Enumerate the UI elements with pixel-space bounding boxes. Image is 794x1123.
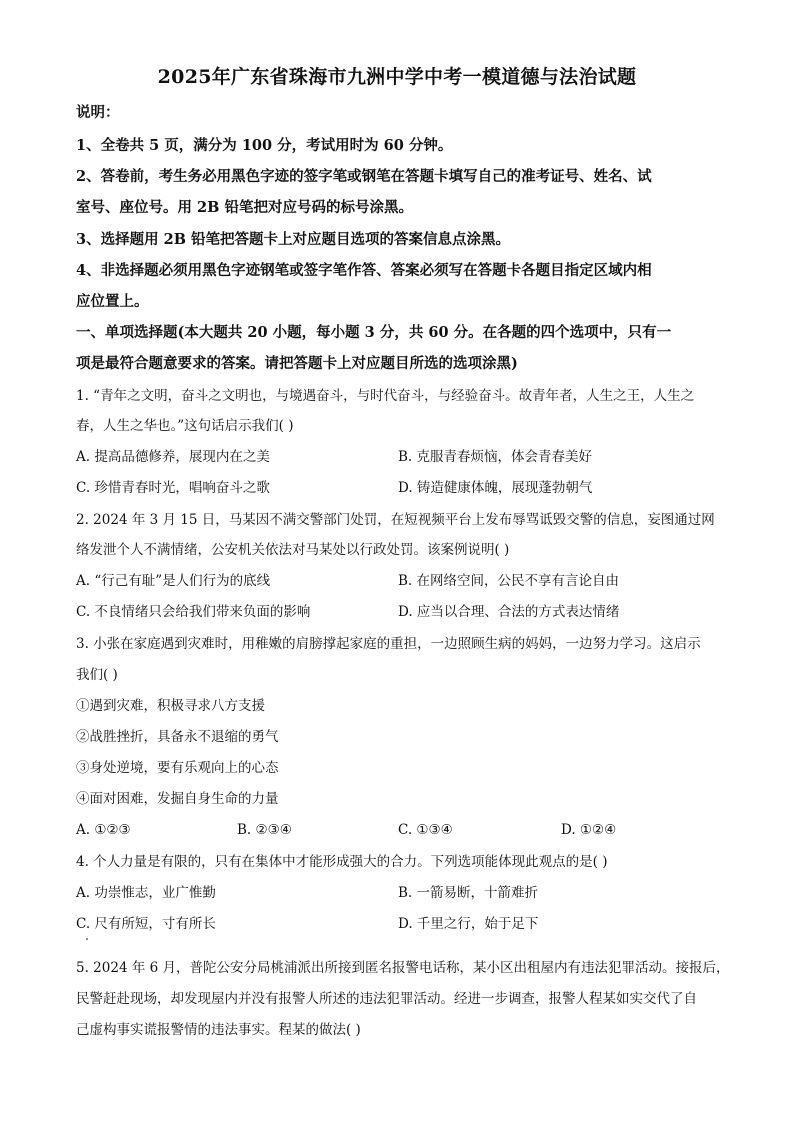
- question-2-stem-line-2: 络发泄个人不满情绪，公安机关依法对马某处以行政处罚。该案例说明( ): [76, 542, 510, 558]
- question-3-statement-4: ④面对困难，发掘自身生命的力量: [76, 791, 279, 807]
- question-1-stem-line-1: 1. “青年之文明，奋斗之文明也，与境遇奋斗，与时代奋斗，与经验奋斗。故青年者，人生之王，人生之: [76, 388, 695, 404]
- question-1-stem-line-2: 春，人生之华也。”这句话启示我们( ): [76, 418, 294, 434]
- question-2-stem-line-1: 2. 2024 年 3 月 15 日，马某因不满交警部门处罚，在短视频平台上发布辱骂诋毁交警的信息，妄图通过网: [76, 512, 715, 528]
- instructions-heading: 说明：: [76, 104, 120, 121]
- question-5-stem-line-2: 民警赶赴现场，却发现屋内并没有报警人所述的违法犯罪活动。经进一步调查，报警人程某如实交代了自: [76, 991, 697, 1007]
- question-2-option-a: A. “行己有耻”是人们行为的底线: [76, 573, 271, 589]
- question-2-option-c: C. 不良情绪只会给我们带来负面的影响: [76, 604, 311, 620]
- instruction-item-2-line-2: 室号、座位号。用 2B 铅笔把对应号码的标号涂黑。: [76, 199, 413, 216]
- question-2-option-d: D. 应当以合理、合法的方式表达情绪: [398, 604, 620, 620]
- section-1-heading-line-2: 项是最符合题意要求的答案。请把答题卡上对应题目所选的选项涂黑): [76, 355, 518, 372]
- question-5-stem-line-3: 己虚构事实谎报警情的违法事实。程某的做法( ): [76, 1022, 361, 1038]
- question-1-option-c: C. 珍惜青春时光，唱响奋斗之歌: [76, 480, 270, 496]
- question-3-option-a: A. ①②③: [76, 822, 131, 838]
- question-1-option-b: B. 克服青春烦恼，体会青春美好: [398, 449, 593, 465]
- question-1-option-d: D. 铸造健康体魄，展现蓬勃朝气: [398, 480, 593, 496]
- question-3-option-b: B. ②③④: [237, 822, 292, 838]
- instruction-item-2-line-1: 2、答卷前，考生务必用黑色字迹的签字笔或钢笔在答题卡填写自己的准考证号、姓名、试: [76, 168, 652, 185]
- instruction-item-4-line-1: 4、非选择题必须用黑色字迹钢笔或签字笔作答、答案必须写在答题卡各题目指定区域内相: [76, 262, 652, 279]
- question-4-option-b: B. 一箭易断，十箭难折: [398, 885, 539, 901]
- page-title: 2025年广东省珠海市九洲中学中考一模道德与法治试题: [157, 66, 637, 88]
- question-2-option-b: B. 在网络空间，公民不享有言论自由: [398, 573, 620, 589]
- question-1-option-a: A. 提高品德修养，展现内在之美: [76, 449, 270, 465]
- question-4-option-a: A. 功崇惟志，业广惟勤: [76, 885, 216, 901]
- instruction-item-1: 1、全卷共 5 页，满分为 100 分，考试用时为 60 分钟。: [76, 137, 453, 154]
- instruction-item-3: 3、选择题用 2B 铅笔把答题卡上对应题目选项的答案信息点涂黑。: [76, 231, 511, 248]
- stray-dot-mark: [86, 938, 88, 940]
- question-3-statement-2: ②战胜挫折，具备永不退缩的勇气: [76, 729, 279, 745]
- instruction-item-4-line-2: 应位置上。: [76, 293, 149, 310]
- question-4-stem-line-1: 4. 个人力量是有限的，只有在集体中才能形成强大的合力。下列选项能体现此观点的是( ): [76, 854, 608, 870]
- question-3-statement-1: ①遇到灾难，积极寻求八方支援: [76, 698, 265, 714]
- question-4-option-c: C. 尺有所短，寸有所长: [76, 916, 216, 932]
- question-3-option-c: C. ①③④: [398, 822, 453, 838]
- question-3-option-d: D. ①②④: [561, 822, 617, 838]
- question-5-stem-line-1: 5. 2024 年 6 月，普陀公安分局桃浦派出所接到匿名报警电话称，某小区出租屋内有违法犯罪活动。接报后，: [76, 960, 730, 976]
- question-4-option-d: D. 千里之行，始于足下: [398, 916, 539, 932]
- question-3-stem-line-2: 我们( ): [76, 667, 118, 683]
- question-3-statement-3: ③身处逆境，要有乐观向上的心态: [76, 760, 279, 776]
- question-3-stem-line-1: 3. 小张在家庭遇到灾难时，用稚嫩的肩膀撑起家庭的重担，一边照顾生病的妈妈，一边努力学习。这启示: [76, 636, 701, 652]
- section-1-heading-line-1: 一、单项选择题(本大题共 20 小题，每小题 3 分，共 60 分。在各题的四个选项中，只有一: [76, 324, 672, 341]
